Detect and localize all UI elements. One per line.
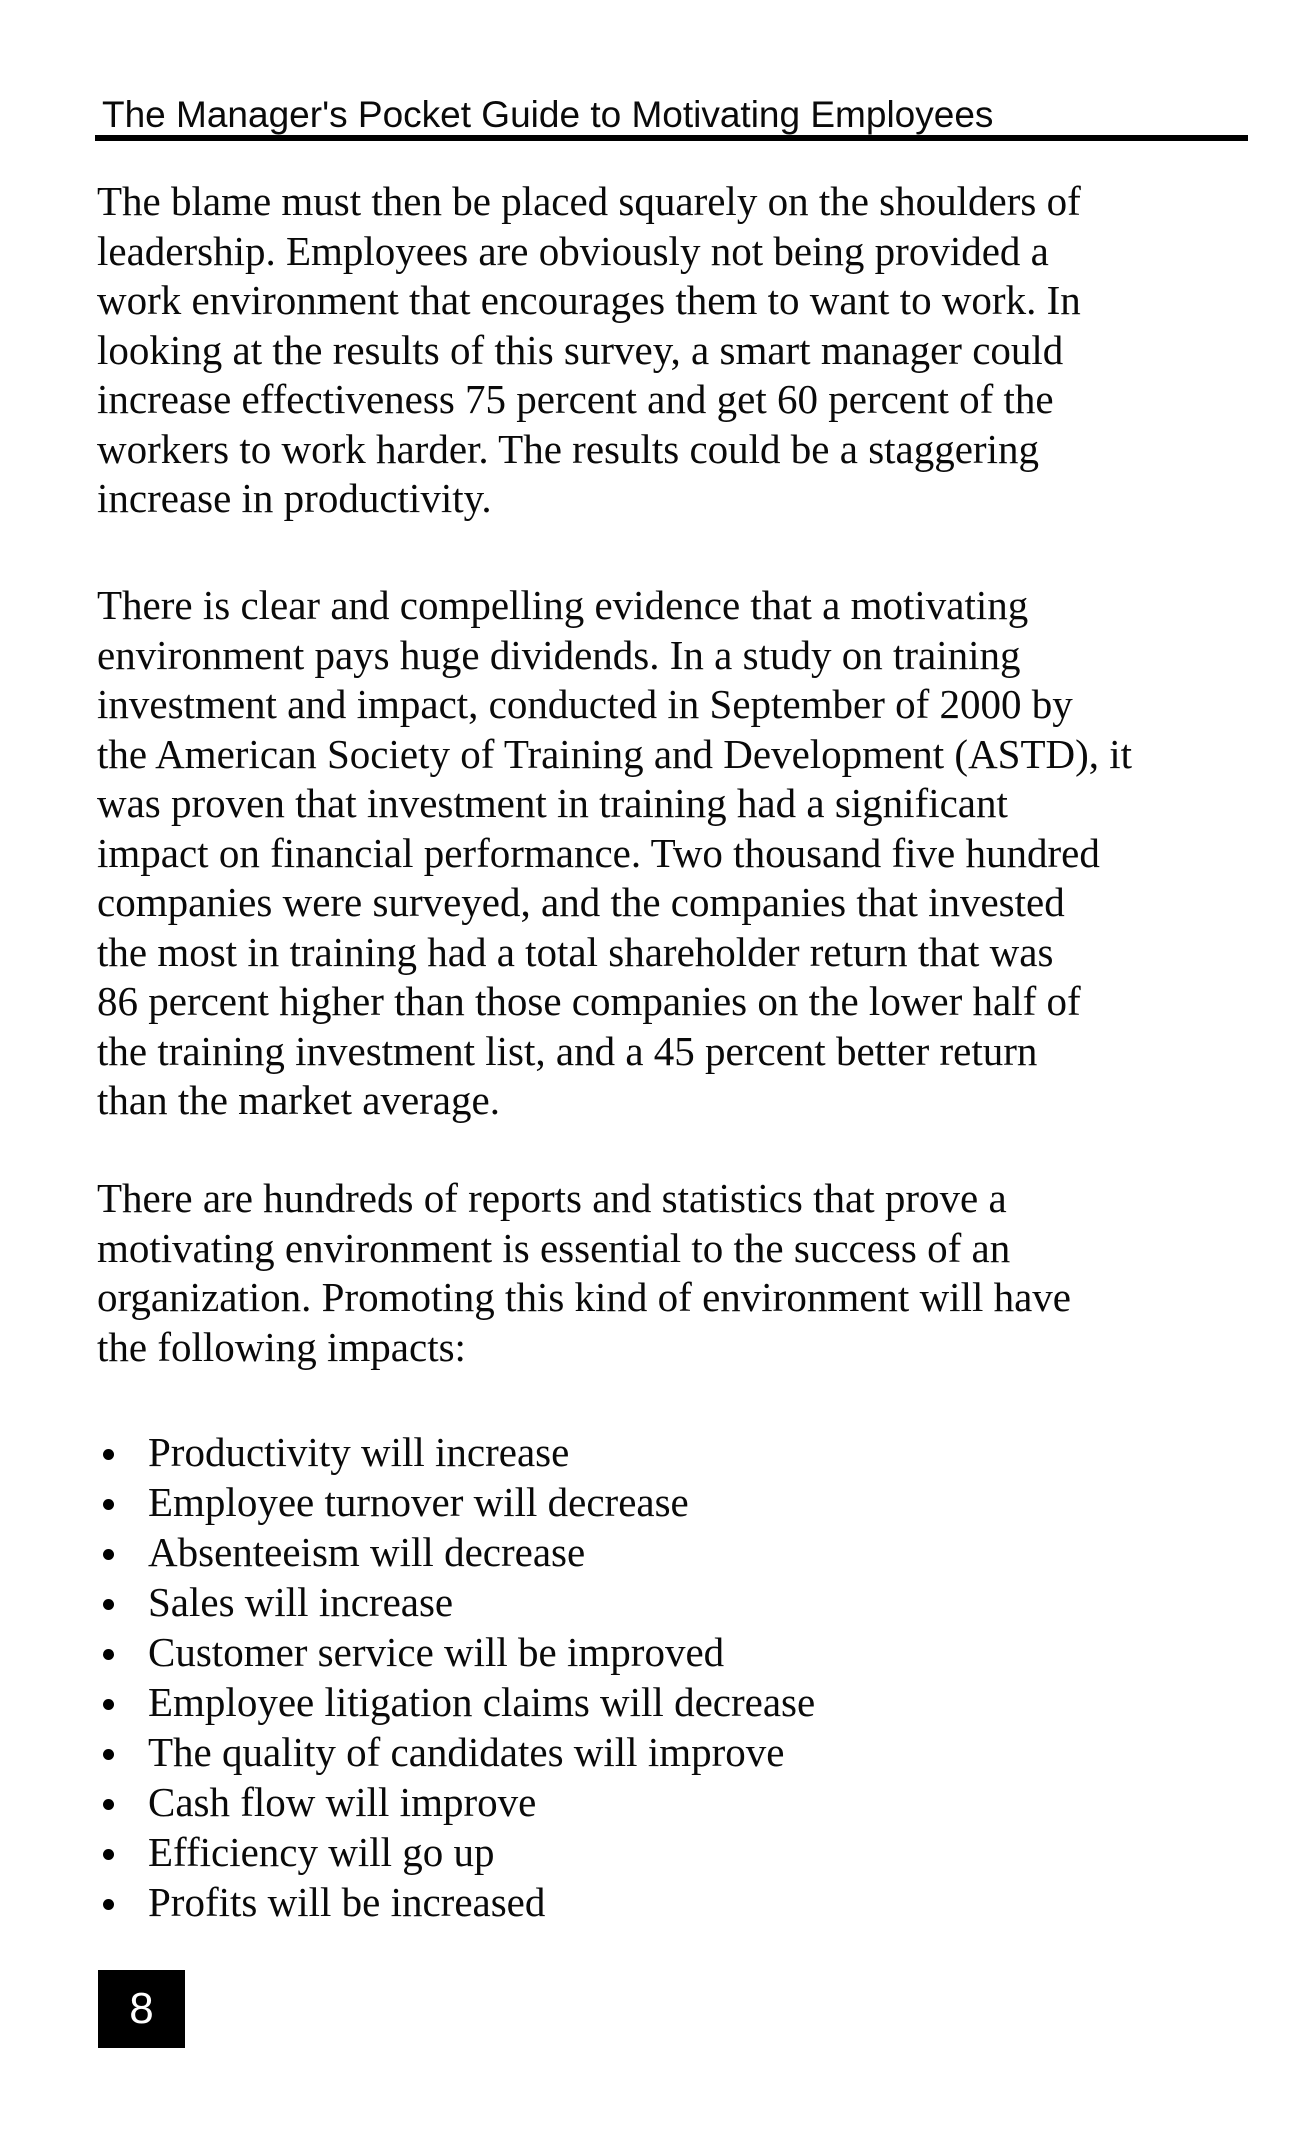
bullet-item-label: Efficiency will go up: [148, 1829, 495, 1875]
text-line: the training investment list, and a 45 percent better return: [97, 1027, 1038, 1074]
bullet-icon: [103, 1849, 114, 1860]
bullet-item-label: The quality of candidates will improve: [148, 1729, 785, 1775]
text-line: was proven that investment in training had a significant: [97, 780, 1008, 826]
paragraph-astd-study: [97, 581, 1250, 1126]
bullet-item: [97, 1627, 1250, 1677]
bullet-icon: [103, 1449, 114, 1460]
paragraph-reports-statistics: [97, 1174, 1250, 1372]
bullet-item: [97, 1877, 1250, 1927]
text-line: 86 percent higher than those companies on the lower half of: [97, 978, 1081, 1024]
text-line: looking at the results of this survey, a smart manager could: [97, 326, 1064, 373]
text-line: impact on financial performance. Two thousand five hundred: [97, 829, 1100, 876]
text-line: companies were surveyed, and the companies that invested: [97, 879, 1065, 925]
text-line: environment pays huge dividends. In a study on training: [97, 631, 1021, 678]
impact-bullet-list: [97, 1427, 1250, 1927]
bullet-item-label: Cash flow will improve: [148, 1779, 537, 1825]
text-line: work environment that encourages them to want to work. In: [97, 277, 1081, 323]
page-number-box: [98, 1970, 185, 2048]
text-line: There is clear and compelling evidence that a motivating: [97, 582, 1029, 628]
bullet-icon: [103, 1549, 114, 1560]
bullet-item-label: Profits will be increased: [148, 1879, 546, 1925]
bullet-icon: [103, 1599, 114, 1610]
bullet-item: [97, 1577, 1250, 1627]
bullet-item-label: Employee litigation claims will decrease: [148, 1679, 816, 1725]
text-line: the American Society of Training and Development (ASTD), it: [97, 730, 1133, 777]
text-line: workers to work harder. The results could be a staggering: [97, 425, 1039, 472]
bullet-item: [97, 1527, 1250, 1577]
bullet-item: [97, 1427, 1250, 1477]
text-line: organization. Promoting this kind of environment will have: [97, 1274, 1071, 1320]
bullet-item-label: Sales will increase: [148, 1579, 454, 1625]
text-line: increase effectiveness 75 percent and get 60 percent of the: [97, 376, 1054, 422]
bullet-item: [97, 1777, 1250, 1827]
bullet-icon: [103, 1699, 114, 1710]
bullet-item: [97, 1827, 1250, 1877]
bullet-item-label: Customer service will be improved: [148, 1629, 725, 1675]
paragraph-blame-leadership: [97, 177, 1250, 524]
text-line: There are hundreds of reports and statistics that prove a: [97, 1175, 1007, 1221]
text-line: leadership. Employees are obviously not being provided a: [97, 227, 1049, 274]
text-line: the following impacts:: [97, 1323, 466, 1370]
bullet-item: [97, 1677, 1250, 1727]
header-rule: [95, 135, 1248, 141]
bullet-icon: [103, 1749, 114, 1760]
bullet-item-label: Absenteeism will decrease: [148, 1529, 586, 1575]
text-line: increase in productivity.: [97, 475, 492, 521]
bullet-icon: [103, 1899, 114, 1910]
running-header-title: The Manager's Pocket Guide to Motivating Employees: [102, 94, 994, 135]
text-line: than the market average.: [97, 1077, 500, 1123]
bullet-item: [97, 1477, 1250, 1527]
bullet-icon: [103, 1499, 114, 1510]
text-line: The blame must then be placed squarely on the shoulders of: [97, 178, 1081, 224]
page-number: 8: [129, 1984, 154, 2033]
bullet-item-label: Productivity will increase: [148, 1429, 570, 1475]
text-line: motivating environment is essential to the success of an: [97, 1224, 1011, 1271]
text-line: the most in training had a total shareholder return that was: [97, 928, 1054, 975]
bullet-icon: [103, 1649, 114, 1660]
bullet-icon: [103, 1799, 114, 1810]
text-line: investment and impact, conducted in September of 2000 by: [97, 681, 1073, 727]
bullet-item-label: Employee turnover will decrease: [148, 1479, 689, 1525]
bullet-item: [97, 1727, 1250, 1777]
